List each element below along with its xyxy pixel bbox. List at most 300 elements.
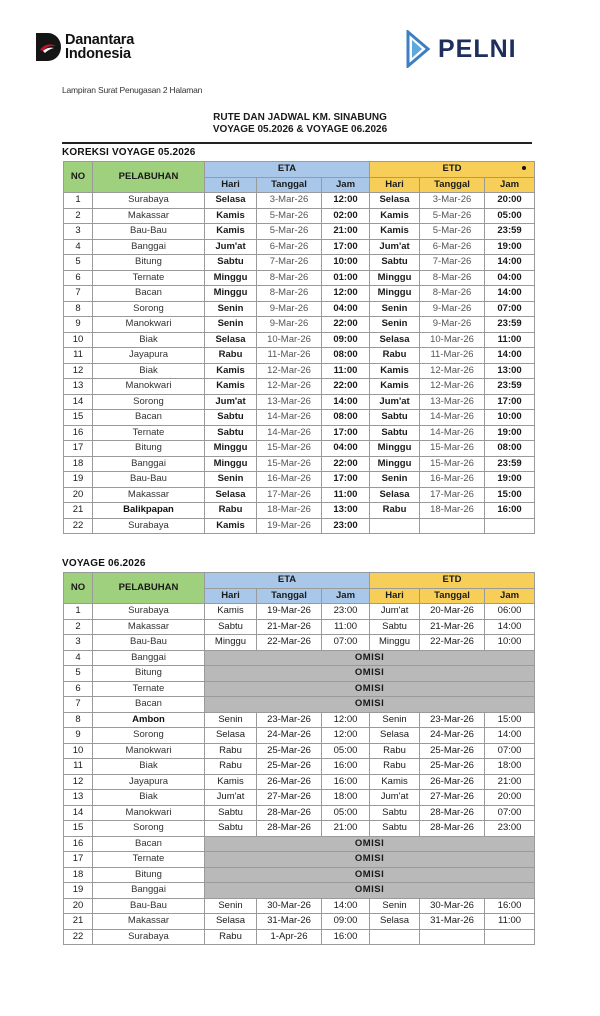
cell-etd-day: Jum'at — [370, 604, 420, 620]
cell-eta-time: 14:00 — [322, 394, 370, 410]
dot-marker — [522, 166, 526, 170]
cell-etd-date: 6-Mar-26 — [420, 239, 485, 255]
cell-etd-day: Kamis — [370, 208, 420, 224]
cell-eta-date: 27-Mar-26 — [257, 790, 322, 806]
table-row — [64, 286, 535, 302]
cell-etd-day: Selasa — [370, 914, 420, 930]
cell-no: 19 — [64, 472, 93, 488]
cell-eta-time: 09:00 — [322, 332, 370, 348]
table-row — [64, 666, 535, 682]
cell-eta-time: 22:00 — [322, 456, 370, 472]
cell-eta-time: 11:00 — [322, 363, 370, 379]
cell-no: 14 — [64, 394, 93, 410]
col-no: NO — [64, 573, 93, 604]
cell-port: Bitung — [93, 441, 205, 457]
cell-eta-date: 25-Mar-26 — [257, 759, 322, 775]
table-row — [64, 270, 535, 286]
table-row — [64, 193, 535, 209]
table-row — [64, 394, 535, 410]
cell-port: Ternate — [93, 852, 205, 868]
cell-eta-date: 19-Mar-26 — [257, 604, 322, 620]
cell-no: 7 — [64, 286, 93, 302]
cell-no: 3 — [64, 224, 93, 240]
cell-etd-date: 28-Mar-26 — [420, 805, 485, 821]
cell-etd-time: 19:00 — [485, 425, 535, 441]
cell-etd-day: Selasa — [370, 193, 420, 209]
cell-port: Sorong — [93, 728, 205, 744]
cell-port: Sorong — [93, 821, 205, 837]
cell-etd-day: Rabu — [370, 348, 420, 364]
cell-eta-date: 19-Mar-26 — [257, 518, 322, 534]
cell-eta-time: 12:00 — [322, 286, 370, 302]
cell-etd-date: 28-Mar-26 — [420, 821, 485, 837]
cell-eta-time: 08:00 — [322, 410, 370, 426]
cell-eta-day: Sabtu — [205, 255, 257, 271]
cell-no: 22 — [64, 929, 93, 945]
cell-port: Bau-Bau — [93, 898, 205, 914]
cell-etd-day: Kamis — [370, 379, 420, 395]
cell-no: 4 — [64, 239, 93, 255]
cell-port: Banggai — [93, 650, 205, 666]
cell-eta-date: 15-Mar-26 — [257, 456, 322, 472]
cell-eta-day: Minggu — [205, 286, 257, 302]
cell-port: Bau-Bau — [93, 635, 205, 651]
cell-etd-time: 14:00 — [485, 255, 535, 271]
cell-no: 13 — [64, 790, 93, 806]
cell-port: Surabaya — [93, 518, 205, 534]
cell-no: 10 — [64, 332, 93, 348]
cell-etd-day: Senin — [370, 898, 420, 914]
col-etd-label: ETD — [442, 163, 462, 175]
cell-etd-time: 19:00 — [485, 472, 535, 488]
cell-eta-time: 09:00 — [322, 914, 370, 930]
cell-port: Ternate — [93, 681, 205, 697]
cell-port: Bacan — [93, 697, 205, 713]
cell-etd-day: Rabu — [370, 743, 420, 759]
cell-eta-time: 22:00 — [322, 317, 370, 333]
cell-etd-day: Sabtu — [370, 805, 420, 821]
cell-port: Bacan — [93, 410, 205, 426]
cell-etd-time: 14:00 — [485, 348, 535, 364]
col-port: PELABUHAN — [93, 573, 205, 604]
cell-etd-date: 16-Mar-26 — [420, 472, 485, 488]
cell-eta-time: 08:00 — [322, 348, 370, 364]
cell-no: 8 — [64, 301, 93, 317]
table-row — [64, 604, 535, 620]
cell-eta-time: 22:00 — [322, 379, 370, 395]
cell-eta-day: Jum'at — [205, 239, 257, 255]
table-row — [64, 898, 535, 914]
cell-eta-time: 11:00 — [322, 619, 370, 635]
cell-etd-day: Sabtu — [370, 255, 420, 271]
cell-no: 7 — [64, 697, 93, 713]
cell-no: 2 — [64, 619, 93, 635]
table-row — [64, 805, 535, 821]
col-etd — [370, 162, 535, 178]
cell-etd-time: 05:00 — [485, 208, 535, 224]
cell-eta-date: 12-Mar-26 — [257, 379, 322, 395]
cell-port: Banggai — [93, 239, 205, 255]
cell-eta-time: 18:00 — [322, 790, 370, 806]
table-row — [64, 239, 535, 255]
table-row — [64, 619, 535, 635]
cell-etd-time — [485, 518, 535, 534]
table-row — [64, 821, 535, 837]
cell-no: 3 — [64, 635, 93, 651]
col-etd-date: Tanggal — [420, 177, 485, 193]
cell-eta-time: 17:00 — [322, 425, 370, 441]
cell-etd-day: Sabtu — [370, 425, 420, 441]
voyage2-schedule-table — [63, 572, 535, 945]
cell-eta-day: Sabtu — [205, 425, 257, 441]
cell-no: 6 — [64, 681, 93, 697]
cell-etd-date: 25-Mar-26 — [420, 759, 485, 775]
cell-etd-day: Selasa — [370, 487, 420, 503]
cell-etd-time: 18:00 — [485, 759, 535, 775]
cell-etd-time: 23:00 — [485, 821, 535, 837]
col-etd-time: Jam — [485, 177, 535, 193]
cell-no: 21 — [64, 503, 93, 519]
cell-eta-date: 6-Mar-26 — [257, 239, 322, 255]
cell-etd-time: 13:00 — [485, 363, 535, 379]
table-row — [64, 441, 535, 457]
cell-no: 20 — [64, 898, 93, 914]
cell-etd-date: 18-Mar-26 — [420, 503, 485, 519]
table-row — [64, 332, 535, 348]
cell-etd-day: Selasa — [370, 728, 420, 744]
cell-eta-day: Selasa — [205, 487, 257, 503]
cell-etd-time: 16:00 — [485, 503, 535, 519]
table-row — [64, 363, 535, 379]
table-row — [64, 635, 535, 651]
cell-eta-time: 13:00 — [322, 503, 370, 519]
cell-eta-date: 13-Mar-26 — [257, 394, 322, 410]
cell-eta-day: Senin — [205, 898, 257, 914]
cell-eta-day: Jum'at — [205, 394, 257, 410]
cell-port: Makassar — [93, 487, 205, 503]
cell-eta-time: 07:00 — [322, 635, 370, 651]
table-row — [64, 836, 535, 852]
cell-etd-time: 14:00 — [485, 728, 535, 744]
cell-no: 21 — [64, 914, 93, 930]
cell-omisi: OMISI — [205, 852, 535, 868]
cell-etd-date: 30-Mar-26 — [420, 898, 485, 914]
cell-eta-day: Kamis — [205, 208, 257, 224]
table-row — [64, 224, 535, 240]
cell-etd-date: 8-Mar-26 — [420, 270, 485, 286]
cell-port: Makassar — [93, 208, 205, 224]
cell-etd-day: Sabtu — [370, 410, 420, 426]
table-row — [64, 208, 535, 224]
cell-eta-day: Rabu — [205, 743, 257, 759]
danantara-logo-icon — [36, 33, 62, 61]
cell-etd-date: 22-Mar-26 — [420, 635, 485, 651]
title-line-1: RUTE DAN JADWAL KM. SINABUNG — [213, 112, 387, 123]
table-row — [64, 255, 535, 271]
cell-etd-day: Jum'at — [370, 790, 420, 806]
cell-eta-date: 28-Mar-26 — [257, 821, 322, 837]
col-eta: ETA — [205, 162, 370, 178]
cell-etd-date: 26-Mar-26 — [420, 774, 485, 790]
cell-etd-day: Minggu — [370, 441, 420, 457]
cell-no: 5 — [64, 255, 93, 271]
cell-eta-day: Sabtu — [205, 805, 257, 821]
cell-no: 1 — [64, 193, 93, 209]
cell-port: Manokwari — [93, 805, 205, 821]
cell-eta-date: 7-Mar-26 — [257, 255, 322, 271]
cell-etd-date: 27-Mar-26 — [420, 790, 485, 806]
voyage1-label: KOREKSI VOYAGE 05.2026 — [62, 147, 196, 158]
table-row — [64, 348, 535, 364]
cell-eta-date: 25-Mar-26 — [257, 743, 322, 759]
table-row — [64, 774, 535, 790]
cell-eta-day: Kamis — [205, 379, 257, 395]
table-row — [64, 743, 535, 759]
cell-no: 18 — [64, 456, 93, 472]
table-row — [64, 929, 535, 945]
cell-eta-day: Senin — [205, 472, 257, 488]
cell-eta-date: 23-Mar-26 — [257, 712, 322, 728]
cell-etd-time: 10:00 — [485, 410, 535, 426]
cell-etd-date: 5-Mar-26 — [420, 208, 485, 224]
danantara-line2: Indonesia — [65, 46, 131, 62]
cell-eta-day: Minggu — [205, 635, 257, 651]
cell-eta-time: 10:00 — [322, 255, 370, 271]
cell-no: 12 — [64, 363, 93, 379]
title-line-2: VOYAGE 05.2026 & VOYAGE 06.2026 — [212, 124, 388, 135]
cell-etd-day: Senin — [370, 712, 420, 728]
cell-eta-date: 30-Mar-26 — [257, 898, 322, 914]
cell-no: 15 — [64, 410, 93, 426]
col-etd-day: Hari — [370, 588, 420, 604]
cell-port: Jayapura — [93, 348, 205, 364]
cell-etd-time: 21:00 — [485, 774, 535, 790]
cell-no: 2 — [64, 208, 93, 224]
col-no: NO — [64, 162, 93, 193]
cell-etd-time: 14:00 — [485, 619, 535, 635]
cell-eta-time: 04:00 — [322, 301, 370, 317]
cell-eta-day: Jum'at — [205, 790, 257, 806]
cell-port: Makassar — [93, 619, 205, 635]
cell-etd-day: Minggu — [370, 635, 420, 651]
cell-no: 13 — [64, 379, 93, 395]
table-row — [64, 681, 535, 697]
cell-no: 6 — [64, 270, 93, 286]
cell-etd-time: 08:00 — [485, 441, 535, 457]
cell-eta-day: Sabtu — [205, 821, 257, 837]
table-row — [64, 518, 535, 534]
cell-eta-time: 01:00 — [322, 270, 370, 286]
cell-eta-date: 22-Mar-26 — [257, 635, 322, 651]
col-etd: ETD — [370, 573, 535, 589]
cell-etd-date: 11-Mar-26 — [420, 348, 485, 364]
danantara-logo — [36, 33, 134, 61]
cell-etd-date: 7-Mar-26 — [420, 255, 485, 271]
cell-eta-day: Selasa — [205, 332, 257, 348]
cell-etd-day: Jum'at — [370, 394, 420, 410]
cell-etd-date: 21-Mar-26 — [420, 619, 485, 635]
table-row — [64, 697, 535, 713]
col-eta-time: Jam — [322, 588, 370, 604]
cell-omisi: OMISI — [205, 697, 535, 713]
cell-etd-date — [420, 518, 485, 534]
table-row — [64, 503, 535, 519]
pelni-wordmark: PELNI — [438, 34, 517, 63]
table-row — [64, 379, 535, 395]
table-row — [64, 867, 535, 883]
cell-eta-time: 16:00 — [322, 759, 370, 775]
cell-eta-day: Minggu — [205, 441, 257, 457]
cell-port: Surabaya — [93, 604, 205, 620]
cell-eta-time: 11:00 — [322, 487, 370, 503]
cell-no: 12 — [64, 774, 93, 790]
cell-eta-day: Sabtu — [205, 619, 257, 635]
cell-eta-date: 26-Mar-26 — [257, 774, 322, 790]
cell-etd-day: Senin — [370, 472, 420, 488]
cell-etd-day: Kamis — [370, 363, 420, 379]
cell-eta-date: 12-Mar-26 — [257, 363, 322, 379]
cell-eta-date: 31-Mar-26 — [257, 914, 322, 930]
table-row — [64, 301, 535, 317]
cell-eta-time: 05:00 — [322, 805, 370, 821]
cell-etd-date: 23-Mar-26 — [420, 712, 485, 728]
cell-no: 11 — [64, 759, 93, 775]
pelni-logo — [406, 30, 517, 68]
table-row — [64, 759, 535, 775]
table-row — [64, 914, 535, 930]
cell-etd-time: 07:00 — [485, 301, 535, 317]
cell-no: 5 — [64, 666, 93, 682]
cell-no: 14 — [64, 805, 93, 821]
cell-port: Bitung — [93, 255, 205, 271]
table-row — [64, 425, 535, 441]
cell-no: 11 — [64, 348, 93, 364]
cell-port: Manokwari — [93, 379, 205, 395]
cell-etd-date: 3-Mar-26 — [420, 193, 485, 209]
cell-etd-time: 15:00 — [485, 487, 535, 503]
cell-etd-date: 31-Mar-26 — [420, 914, 485, 930]
cell-etd-date — [420, 929, 485, 945]
cell-no: 1 — [64, 604, 93, 620]
cell-etd-time: 11:00 — [485, 914, 535, 930]
cell-etd-day: Minggu — [370, 286, 420, 302]
cell-eta-date: 8-Mar-26 — [257, 286, 322, 302]
cell-eta-date: 28-Mar-26 — [257, 805, 322, 821]
cell-etd-day: Kamis — [370, 774, 420, 790]
header-divider — [62, 142, 532, 144]
cell-etd-date: 14-Mar-26 — [420, 425, 485, 441]
cell-omisi: OMISI — [205, 836, 535, 852]
cell-etd-date: 9-Mar-26 — [420, 301, 485, 317]
table-row — [64, 487, 535, 503]
cell-eta-day: Selasa — [205, 193, 257, 209]
cell-etd-day: Senin — [370, 301, 420, 317]
cell-eta-date: 11-Mar-26 — [257, 348, 322, 364]
cell-no: 18 — [64, 867, 93, 883]
cell-port: Bitung — [93, 867, 205, 883]
cell-etd-time: 23:59 — [485, 224, 535, 240]
cell-port: Biak — [93, 759, 205, 775]
cell-eta-date: 15-Mar-26 — [257, 441, 322, 457]
cell-eta-date: 3-Mar-26 — [257, 193, 322, 209]
cell-eta-time: 12:00 — [322, 712, 370, 728]
cell-etd-day: Sabtu — [370, 619, 420, 635]
cell-eta-day: Kamis — [205, 518, 257, 534]
cell-eta-day: Sabtu — [205, 410, 257, 426]
cell-eta-date: 5-Mar-26 — [257, 224, 322, 240]
cell-etd-date: 8-Mar-26 — [420, 286, 485, 302]
voyage2-label: VOYAGE 06.2026 — [62, 558, 146, 569]
cell-eta-day: Senin — [205, 301, 257, 317]
cell-etd-date: 12-Mar-26 — [420, 379, 485, 395]
cell-eta-time: 21:00 — [322, 821, 370, 837]
cell-etd-time: 17:00 — [485, 394, 535, 410]
cell-eta-time: 17:00 — [322, 472, 370, 488]
cell-port: Surabaya — [93, 193, 205, 209]
cell-etd-day — [370, 929, 420, 945]
cell-etd-time: 20:00 — [485, 790, 535, 806]
cell-etd-date: 15-Mar-26 — [420, 456, 485, 472]
cell-port: Bau-Bau — [93, 224, 205, 240]
cell-no: 19 — [64, 883, 93, 899]
cell-eta-day: Kamis — [205, 774, 257, 790]
cell-etd-time: 04:00 — [485, 270, 535, 286]
cell-port: Biak — [93, 363, 205, 379]
cell-etd-time: 07:00 — [485, 805, 535, 821]
cell-etd-date: 14-Mar-26 — [420, 410, 485, 426]
cell-eta-time: 16:00 — [322, 774, 370, 790]
cell-etd-date: 12-Mar-26 — [420, 363, 485, 379]
cell-eta-date: 5-Mar-26 — [257, 208, 322, 224]
cell-etd-time: 14:00 — [485, 286, 535, 302]
cell-eta-date: 24-Mar-26 — [257, 728, 322, 744]
cell-port: Surabaya — [93, 929, 205, 945]
col-etd-time: Jam — [485, 588, 535, 604]
cell-port: Biak — [93, 332, 205, 348]
cell-eta-date: 10-Mar-26 — [257, 332, 322, 348]
cell-eta-day: Kamis — [205, 363, 257, 379]
cell-eta-day: Kamis — [205, 224, 257, 240]
col-eta-date: Tanggal — [257, 588, 322, 604]
cell-port: Makassar — [93, 914, 205, 930]
cell-eta-date: 8-Mar-26 — [257, 270, 322, 286]
cell-eta-time: 05:00 — [322, 743, 370, 759]
col-eta-day: Hari — [205, 588, 257, 604]
cell-no: 8 — [64, 712, 93, 728]
cell-no: 10 — [64, 743, 93, 759]
cell-port: Ambon — [93, 712, 205, 728]
voyage1-schedule-table — [63, 161, 535, 534]
cell-etd-day: Minggu — [370, 456, 420, 472]
cell-etd-date: 10-Mar-26 — [420, 332, 485, 348]
cell-etd-date: 9-Mar-26 — [420, 317, 485, 333]
col-port: PELABUHAN — [93, 162, 205, 193]
cell-eta-date: 9-Mar-26 — [257, 301, 322, 317]
col-etd-day: Hari — [370, 177, 420, 193]
cell-port: Bitung — [93, 666, 205, 682]
cell-no: 20 — [64, 487, 93, 503]
cell-omisi: OMISI — [205, 650, 535, 666]
cell-eta-day: Senin — [205, 317, 257, 333]
cell-etd-time: 19:00 — [485, 239, 535, 255]
table-row — [64, 712, 535, 728]
table-row — [64, 790, 535, 806]
cell-eta-day: Rabu — [205, 503, 257, 519]
cell-eta-date: 18-Mar-26 — [257, 503, 322, 519]
cell-eta-date: 16-Mar-26 — [257, 472, 322, 488]
cell-etd-day — [370, 518, 420, 534]
cell-eta-date: 9-Mar-26 — [257, 317, 322, 333]
